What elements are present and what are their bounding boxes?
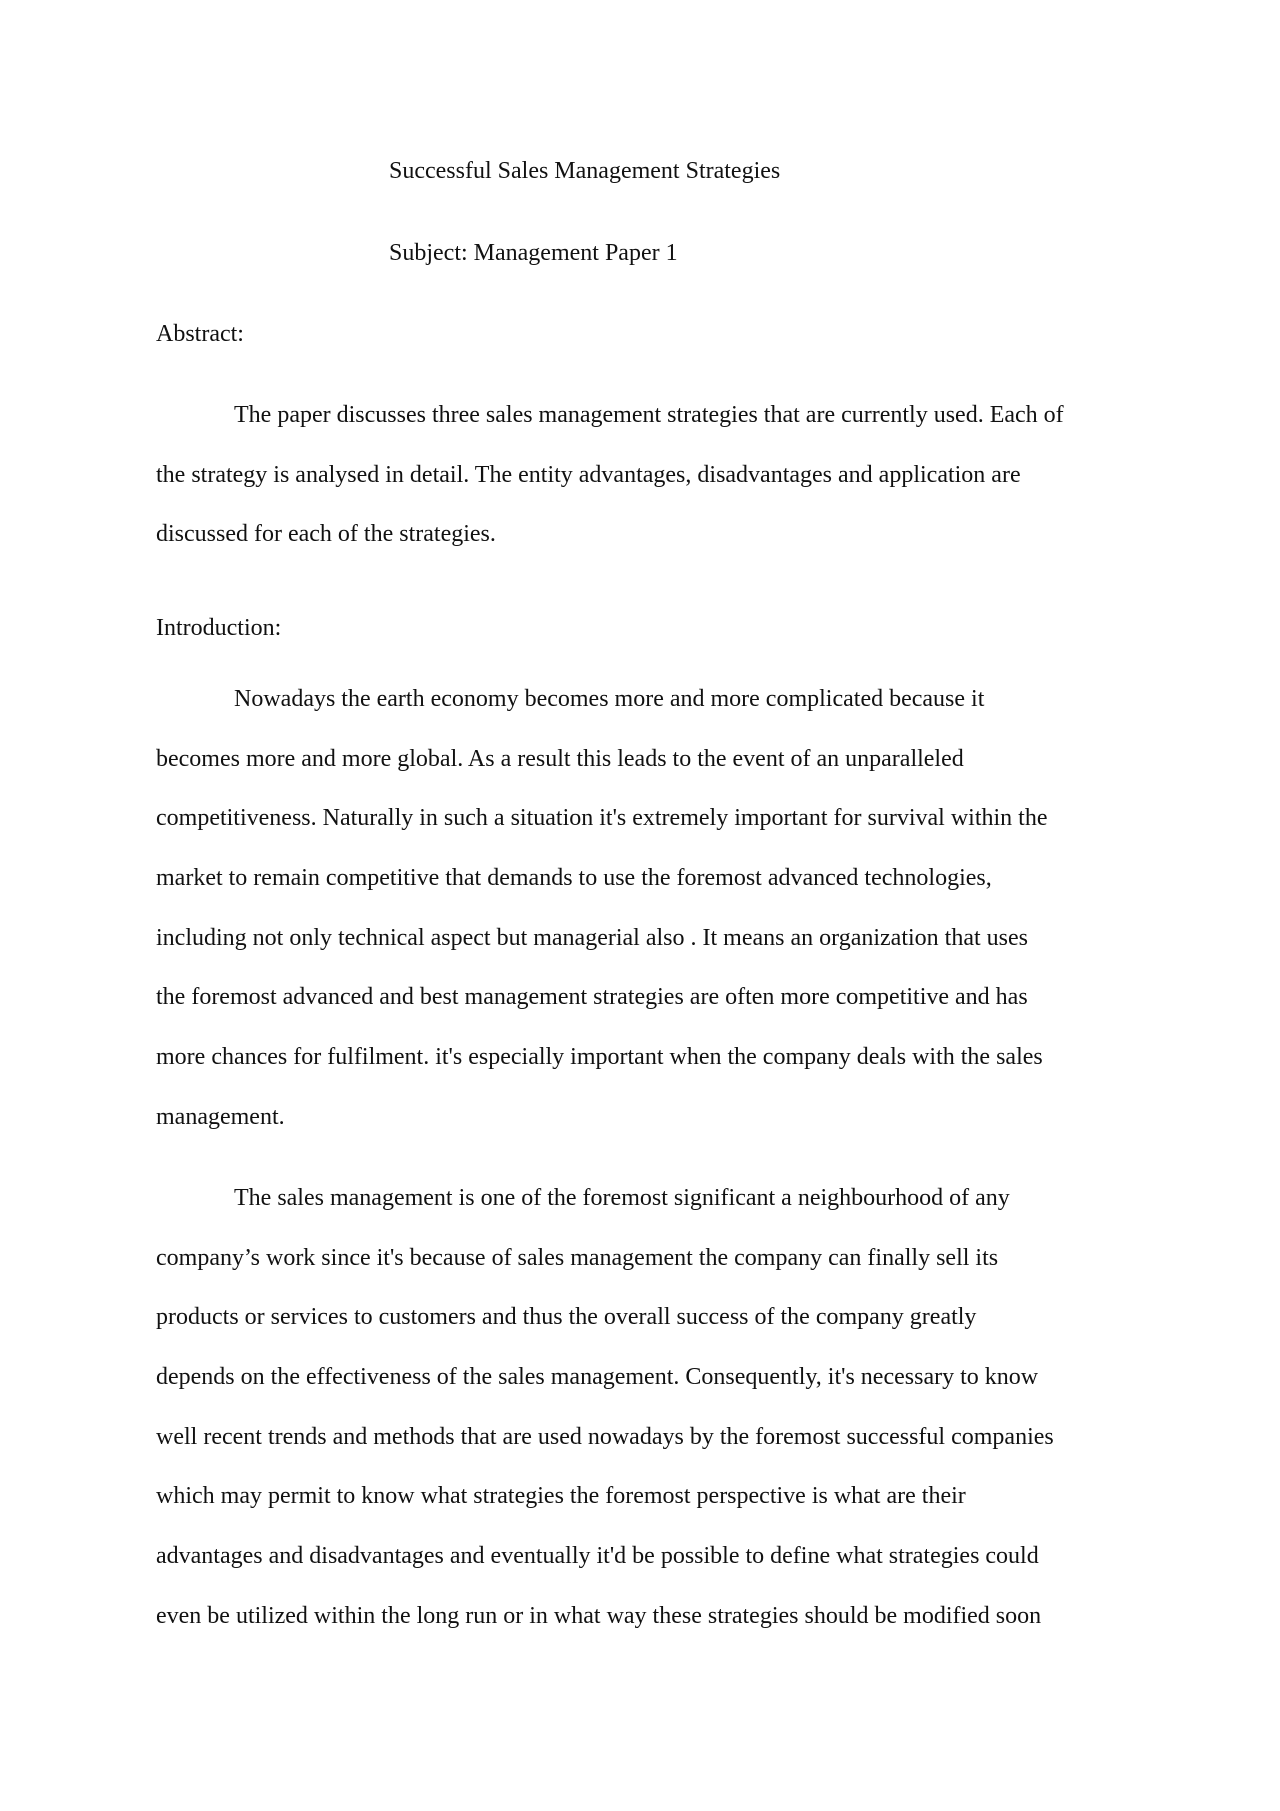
introduction-paragraph-1 [156, 684, 1136, 1162]
document-title: Successful Sales Management Strategies [389, 158, 781, 184]
paragraph-line: depends on the effectiveness of the sales management. Consequently, it's necessary to know [156, 1364, 1039, 1391]
paragraph-line: market to remain competitive that demands to use the foremost advanced technologies, [156, 865, 992, 892]
paragraph-line: becomes more and more global. As a result this leads to the event of an unparalleled [156, 745, 964, 772]
introduction-heading: Introduction: [156, 615, 282, 641]
paragraph-line: even be utilized within the long run or in what way these strategies should be modified soon [156, 1602, 1042, 1629]
abstract-line: discussed for each of the strategies. [156, 521, 496, 548]
document-subject: Subject: Management Paper 1 [389, 240, 678, 266]
abstract-line: The paper discusses three sales management strategies that are currently used. Each of [234, 402, 1064, 428]
paragraph-line: Nowadays the earth economy becomes more and more complicated because it [234, 686, 985, 712]
abstract-line: the strategy is analysed in detail. The entity advantages, disadvantages and application are [156, 461, 1021, 488]
paragraph-line: well recent trends and methods that are used nowadays by the foremost successful companies [156, 1423, 1054, 1450]
introduction-paragraph-2 [156, 1183, 1136, 1661]
paragraph-line: management. [156, 1103, 285, 1130]
paragraph-line: competitiveness. Naturally in such a situation it's extremely important for survival within the [156, 805, 1048, 832]
paragraph-line: The sales management is one of the foremost significant a neighbourhood of any [234, 1185, 1010, 1211]
paragraph-line: which may permit to know what strategies the foremost perspective is what are their [156, 1483, 966, 1510]
paragraph-line: advantages and disadvantages and eventually it'd be possible to define what strategies could [156, 1543, 1039, 1570]
paragraph-line: the foremost advanced and best management strategies are often more competitive and has [156, 984, 1028, 1011]
abstract-heading: Abstract: [156, 321, 244, 347]
paragraph-line: including not only technical aspect but managerial also . It means an organization that uses [156, 924, 1028, 951]
paragraph-line: more chances for fulfilment. it's especially important when the company deals with the sales [156, 1044, 1043, 1071]
abstract-paragraph [156, 400, 1136, 579]
paragraph-line: company’s work since it's because of sales management the company can finally sell its [156, 1244, 999, 1271]
paragraph-line: products or services to customers and thus the overall success of the company greatly [156, 1304, 977, 1331]
